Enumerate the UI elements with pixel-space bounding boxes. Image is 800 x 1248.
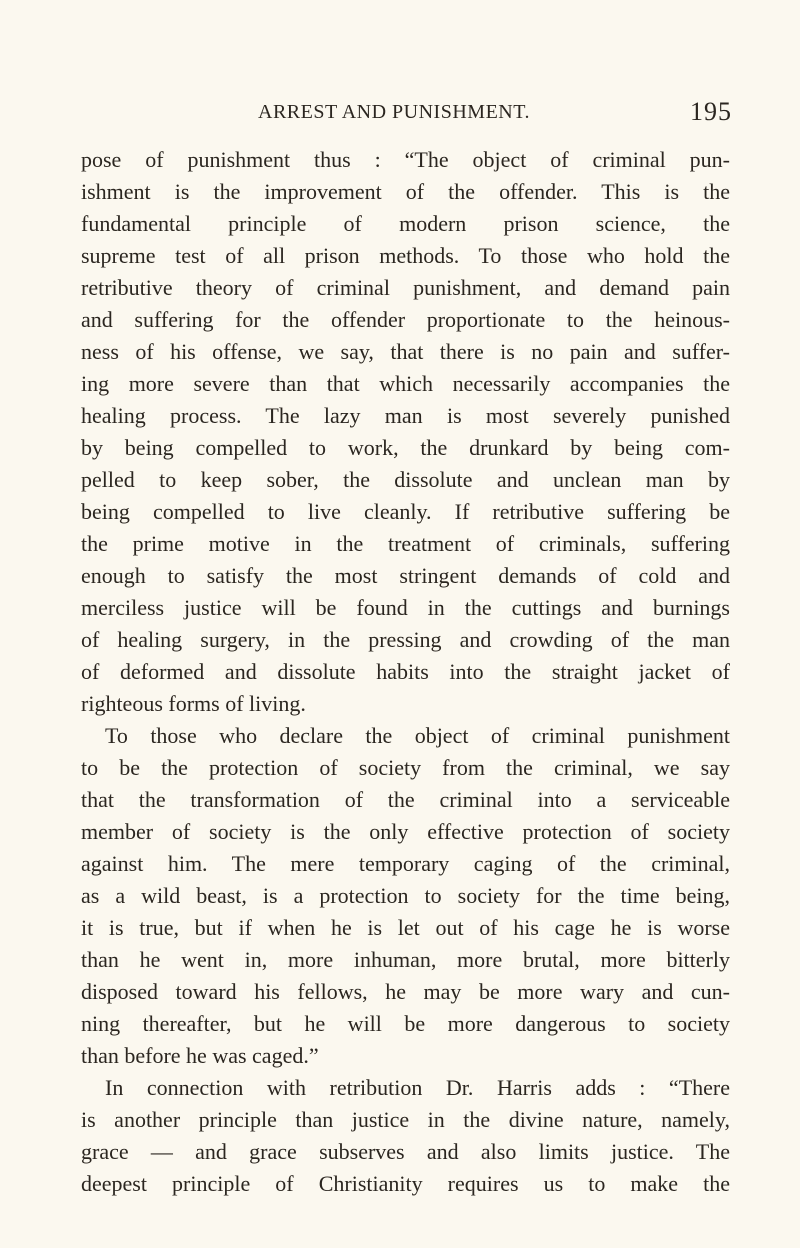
text-line: ing more severe than that which necessarily accompanies the — [81, 371, 730, 396]
text-line: against him. The mere temporary caging of the criminal, — [81, 851, 730, 876]
text-line: to be the protection of society from the criminal, we say — [81, 755, 730, 780]
text-line: of deformed and dissolute habits into the straight jacket of — [81, 659, 730, 684]
text-line: that the transformation of the criminal into a serviceable — [81, 787, 730, 812]
text-line: is another principle than justice in the divine nature, namely, — [81, 1107, 730, 1132]
text-line: of healing surgery, in the pressing and crowding of the man — [81, 627, 730, 652]
text-line: by being compelled to work, the drunkard by being com- — [81, 435, 730, 460]
paragraph-start-line: In connection with retribution Dr. Harris adds : “There — [105, 1075, 730, 1100]
body-text — [81, 144, 730, 1200]
paragraph-start-line: To those who declare the object of criminal punishment — [105, 723, 730, 748]
text-line: supreme test of all prison methods. To those who hold the — [81, 243, 730, 268]
text-line: pose of punishment thus : “The object of criminal pun- — [81, 147, 730, 172]
text-line: healing process. The lazy man is most severely punished — [81, 403, 730, 428]
text-line: it is true, but if when he is let out of his cage he is worse — [81, 915, 730, 940]
text-line: being compelled to live cleanly. If retributive suffering be — [81, 499, 730, 524]
text-line: retributive theory of criminal punishment, and demand pain — [81, 275, 730, 300]
running-head — [258, 99, 732, 131]
text-line: fundamental principle of modern prison science, the — [81, 211, 730, 236]
text-line: ness of his offense, we say, that there is no pain and suffer- — [81, 339, 730, 364]
text-line: grace — and grace subserves and also limits justice. The — [81, 1139, 730, 1164]
text-line: member of society is the only effective protection of society — [81, 819, 730, 844]
running-title: ARREST AND PUNISHMENT. — [258, 101, 530, 123]
text-line: and suffering for the offender proportionate to the heinous- — [81, 307, 730, 332]
paragraph-end-line: than before he was caged.” — [81, 1043, 319, 1068]
text-line: deepest principle of Christianity requires us to make the — [81, 1171, 730, 1196]
text-line: pelled to keep sober, the dissolute and unclean man by — [81, 467, 730, 492]
text-line: ning thereafter, but he will be more dangerous to society — [81, 1011, 730, 1036]
text-line: merciless justice will be found in the cuttings and burnings — [81, 595, 730, 620]
text-line: disposed toward his fellows, he may be more wary and cun- — [81, 979, 730, 1004]
text-line: the prime motive in the treatment of criminals, suffering — [81, 531, 730, 556]
paragraph-end-line: righteous forms of living. — [81, 691, 306, 716]
page-number: 195 — [690, 97, 732, 126]
text-line: ishment is the improvement of the offender. This is the — [81, 179, 730, 204]
text-line: as a wild beast, is a protection to society for the time being, — [81, 883, 730, 908]
text-line: enough to satisfy the most stringent demands of cold and — [81, 563, 730, 588]
text-line: than he went in, more inhuman, more brutal, more bitterly — [81, 947, 730, 972]
